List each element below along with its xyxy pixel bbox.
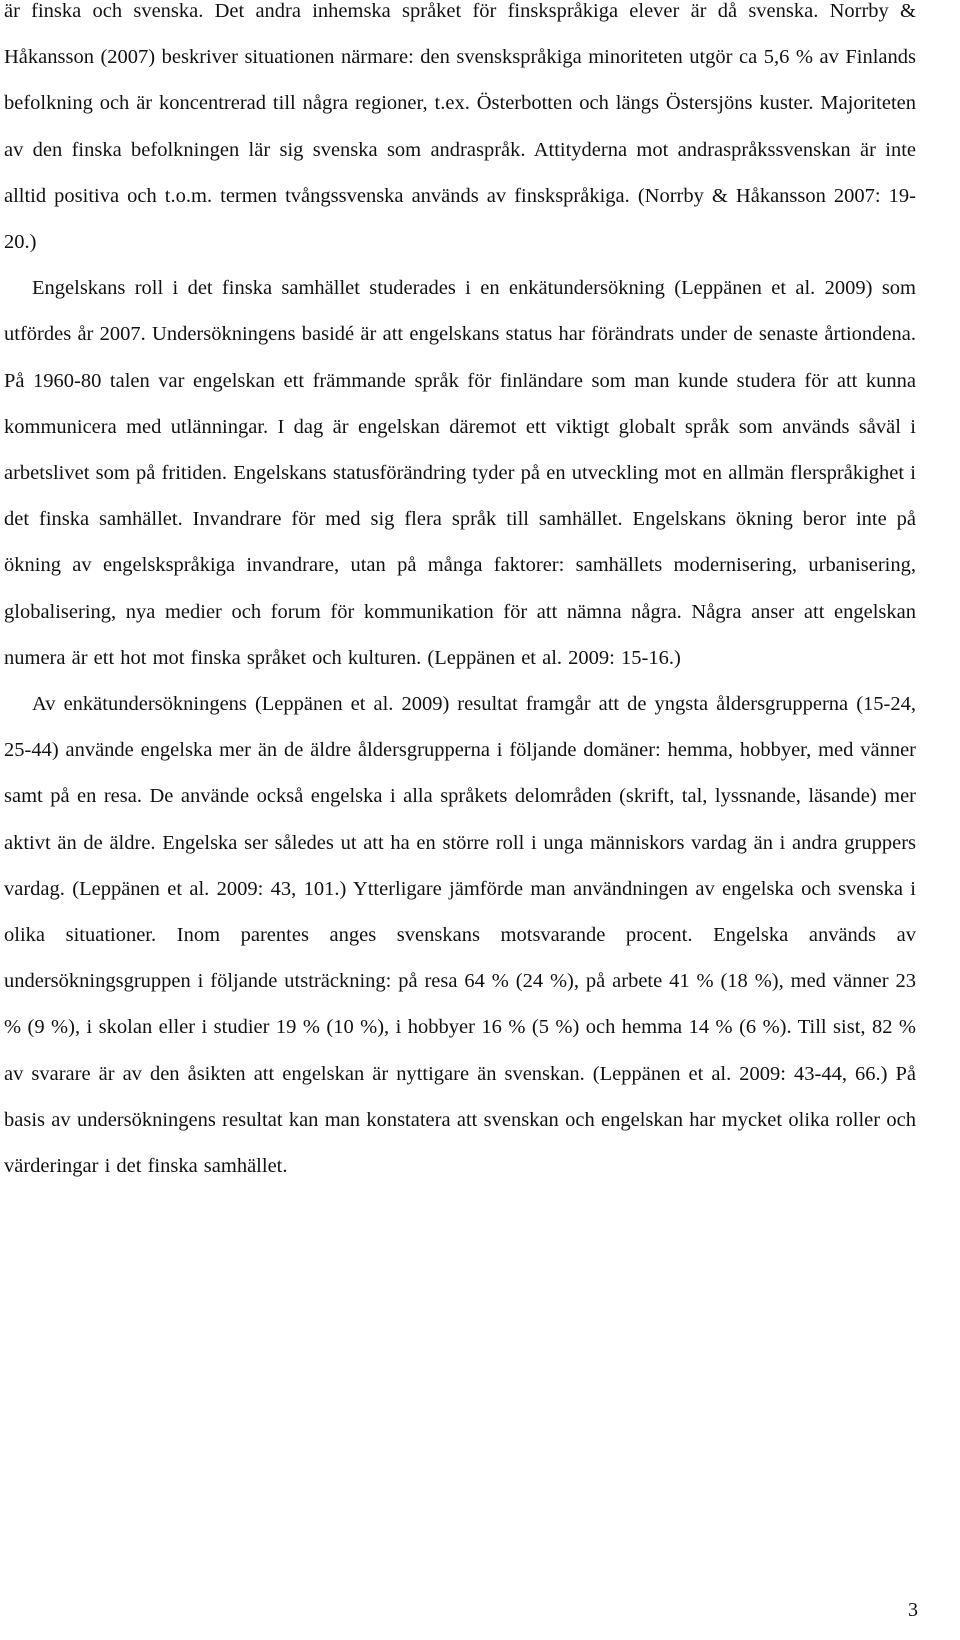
paragraph-continuation: är finska och svenska. Det andra inhemska språket för finskspråkiga elever är då svenska. Norrby & Håkansson (2007) beskriver situationen närmare: den svenskspråkiga minoriteten utgör ca 5,6 % av Finlands befolkning och är koncentrerad till några regioner, t.ex. Österbotten och längs Östersjöns kuster. Majoriteten av den finska befolkningen lär sig svenska som andraspråk. Attityderna mot andraspråkssvenskan är inte alltid positiva och t.o.m. termen tvångssvenska används av finskspråkiga. (Norrby & Håkansson 2007: 19-20.) <box>4 0 916 254</box>
page-number: 3 <box>908 1599 918 1621</box>
paragraph-engelskans-roll: Engelskans roll i det finska samhället studerades i en enkätundersökning (Leppänen et al. 2009) som utfördes år 2007. Undersökningens basidé är att engelskans status har förändrats under de senaste årtiondena. På 1960-80 talen var engelskan ett främmande språk för finländare som man kunde studera för att kunna kommunicera med utlänningar. I dag är engelskan däremot ett viktigt globalt språk som används såväl i arbetslivet som på fritiden. Engelskans statusförändring tyder på en utveckling mot en allmän flerspråkighet i det finska samhället. Invandrare för med sig flera språk till samhället. Engelskans ökning beror inte på ökning av engelskspråkiga invandrare, utan på många faktorer: samhällets modernisering, urbanisering, globalisering, nya medier och forum för kommunikation för att nämna några. Några anser att engelskan numera är ett hot mot finska språket och kulturen. (Leppänen et al. 2009: 15-16.) <box>4 277 916 669</box>
body-text <box>4 0 916 1189</box>
paragraph-enkatundersokningens-resultat: Av enkätundersökningens (Leppänen et al. 2009) resultat framgår att de yngsta åldersgrupperna (15-24, 25-44) använde engelska mer än de äldre åldersgrupperna i följande domäner: hemma, hobbyer, med vänner samt på en resa. De använde också engelska i alla språkets delområden (skrift, tal, lyssnande, läsande) mer aktivt än de äldre. Engelska ser således ut att ha en större roll i unga människors vardag än i andra gruppers vardag. (Leppänen et al. 2009: 43, 101.) Ytterligare jämförde man användningen av engelska och svenska i olika situationer. Inom parentes anges svenskans motsvarande procent. Engelska används av undersökningsgruppen i följande utsträckning: på resa 64 % (24 %), på arbete 41 % (18 %), med vänner 23 % (9 %), i skolan eller i studier 19 % (10 %), i hobbyer 16 % (5 %) och hemma 14 % (6 %). Till sist, 82 % av svarare är av den åsikten att engelskan är nyttigare än svenskan. (Leppänen et al. 2009: 43-44, 66.) På basis av undersökningens resultat kan man konstatera att svenskan och engelskan har mycket olika roller och värderingar i det finska samhället. <box>4 693 916 1178</box>
